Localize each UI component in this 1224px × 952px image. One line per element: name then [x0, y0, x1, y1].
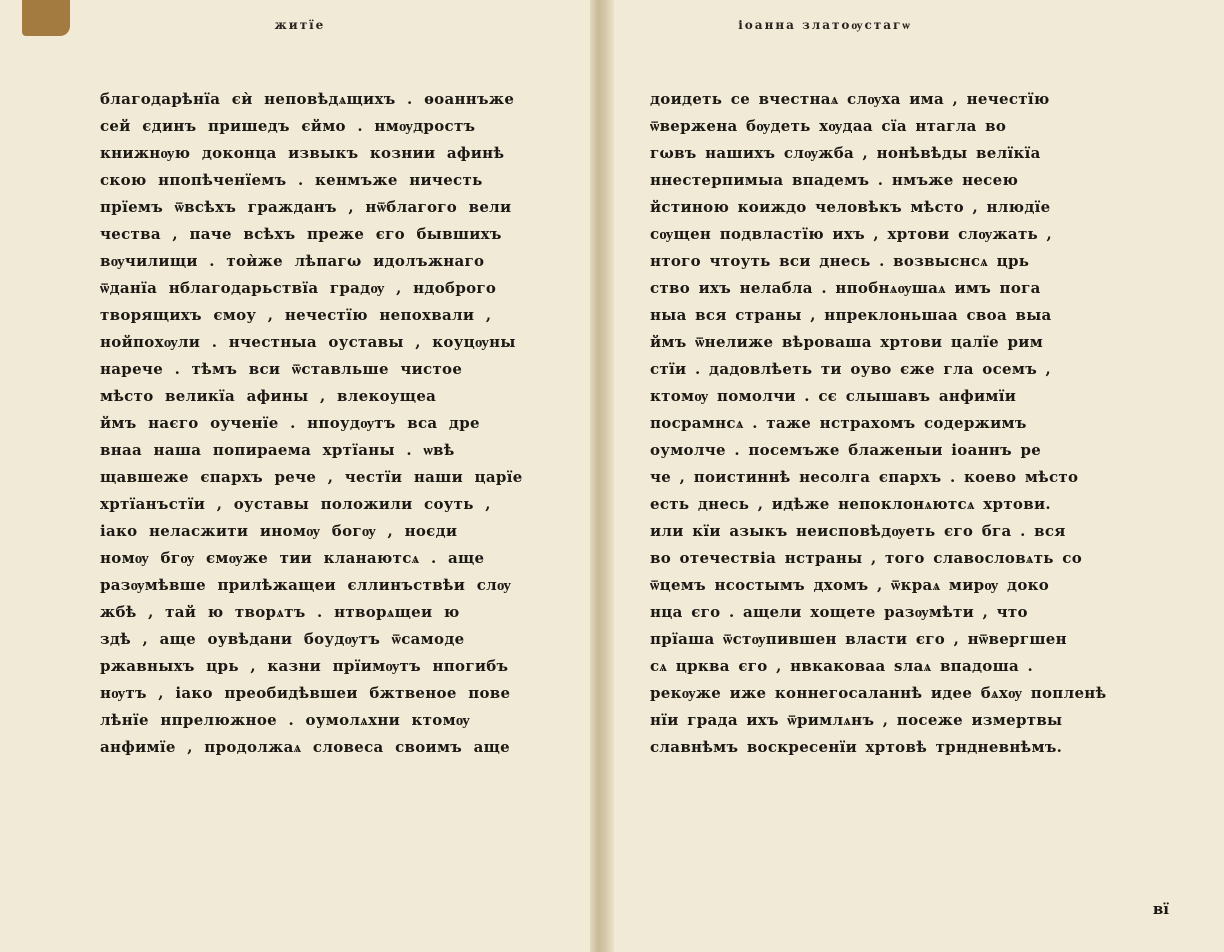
- text-line: или кїи азыкъ неисповѣдѹеть єго бга . вся: [650, 522, 1066, 540]
- text-line: хртїанъстїи , оуставы положили соуть ,: [100, 495, 491, 513]
- text-line: сей єдинъ пришедъ єймо . нмѹдростъ: [100, 117, 476, 135]
- text-line: нїи града ихъ ѿримлѧнъ , посеже измертвы: [650, 711, 1063, 729]
- text-line: оумолче . посемъже блаженыи іоаннъ ре: [650, 441, 1042, 459]
- text-line: ржавныхъ црь , казни прїимѹтъ нпогибъ: [100, 657, 509, 675]
- right-text-block: [650, 86, 1115, 761]
- left-page: [100, 0, 570, 952]
- text-line: есть днесь , идѣже непоклонѧютсѧ хртови.: [650, 495, 1051, 513]
- text-line: славнѣмъ воскресенїи хртовѣ трндневнѣмъ.: [650, 738, 1063, 756]
- text-line: чества , паче всѣхъ преже єго бывшихъ: [100, 225, 502, 243]
- text-line: внаа наша попираема хртїаны . ѡвѣ: [100, 441, 455, 459]
- text-line: прїаша ѿстѹпившен власти єго , нѿвергшен: [650, 630, 1067, 648]
- text-line: че , поистиннѣ несолга єпархъ . коево мѣсто: [650, 468, 1079, 486]
- text-line: нарече . тѣмъ вси ѿставльше чистое: [100, 360, 463, 378]
- text-line: ймъ наєго оученїе . нпоудѹтъ вса дре: [100, 414, 480, 432]
- right-page: [650, 0, 1115, 952]
- text-line: нтого чтоуть вси днесь . возвыснсѧ црь: [650, 252, 1030, 270]
- text-line: прїемъ ѿвсѣхъ гражданъ , нѿблагого вели: [100, 198, 512, 216]
- text-line: ѿцемъ нсостымъ дхомъ , ѿкраѧ мирѹ доко: [650, 576, 1050, 594]
- text-line: ныа вся страны , нпреклоньшаа своа выа: [650, 306, 1052, 324]
- bookmark-tab: [22, 0, 70, 36]
- text-line: стїи . дадовлѣеть ти оуво єже гла осемъ ,: [650, 360, 1052, 378]
- text-line: вѹчилищи . тоѝже лѣпагω идолъжнаго: [100, 252, 485, 270]
- text-line: щавшеже єпархъ рече , честїи наши царїе: [100, 468, 523, 486]
- text-line: творящихъ ємоу , нечестїю непохвали ,: [100, 306, 492, 324]
- text-line: номѹ бгѹ ємѹже тии кланаютсѧ . аще: [100, 549, 485, 567]
- left-text-block: [100, 86, 570, 761]
- text-line: во отечествіа нстраны , того славословѧть со: [650, 549, 1083, 567]
- left-running-head: житїе: [274, 18, 326, 32]
- right-running-head: іоанна златоѹстагѡ: [738, 18, 912, 32]
- text-line: ство ихъ нелабла . нпобнѧѹшаѧ имъ пога: [650, 279, 1041, 297]
- text-line: іако неласжити иномѹ богѹ , ноєди: [100, 522, 458, 540]
- text-line: йстиною коиждо человѣкъ мѣсто , нлюдїе: [650, 198, 1051, 216]
- text-line: благодарѣнїа єѝ неповѣдѧщихъ . ѳоаннъже: [100, 90, 515, 108]
- text-line: нца єго . ащели хощете разѹмѣти , что: [650, 603, 1028, 621]
- text-line: нѹтъ , іако преобидѣвшеи бжтвеное пове: [100, 684, 511, 702]
- text-line: гωвъ нашихъ слѹжба , нонѣвѣды велїкїа: [650, 144, 1041, 162]
- text-line: ннестерпимыа впадемъ . нмъже несею: [650, 171, 1019, 189]
- text-line: книжнѹю доконца извыкъ кознии афинѣ: [100, 144, 505, 162]
- text-line: сѹщен подвластїю ихъ , хртови слѹжать ,: [650, 225, 1053, 243]
- text-line: здѣ , аще оувѣдани боудѹтъ ѿсамоде: [100, 630, 465, 648]
- text-line: скою нпопѣченїемъ . кенмъже ничесть: [100, 171, 483, 189]
- text-line: нойпохѹли . нчестныа оуставы , коуцѹны: [100, 333, 516, 351]
- text-line: рекѹже иже коннегосаланнѣ идее бѧхѹ попленѣ: [650, 684, 1107, 702]
- text-line: доидеть се вчестнаѧ слѹха има , нечестїю: [650, 90, 1050, 108]
- text-line: сѧ црква єго , нвкаковаа ѕлаѧ впадоша .: [650, 657, 1034, 675]
- text-line: разѹмѣвше прилѣжащеи єллинъствѣи слѹ: [100, 576, 512, 594]
- text-line: мѣсто великїа афины , влекоущеа: [100, 387, 437, 405]
- text-line: анфимїе , продолжаѧ словеса своимъ аще: [100, 738, 511, 756]
- text-line: жбѣ , тай ю творѧтъ . нтворѧщеи ю: [100, 603, 460, 621]
- text-line: лѣнїе нпрелюжное . оумолѧхни ктомѹ: [100, 711, 471, 729]
- page-number: вї: [1152, 900, 1169, 918]
- text-line: ѿданїа нблагодарьствїа градѹ , ндоброго: [100, 279, 497, 297]
- book-gutter: [590, 0, 614, 952]
- text-line: ймъ ѿнелиже вѣроваша хртови цалїе рим: [650, 333, 1044, 351]
- text-line: ктомѹ помолчи . сє слышавъ анфимїи: [650, 387, 1017, 405]
- text-line: посрамнсѧ . таже нстрахомъ содержимъ: [650, 414, 1027, 432]
- text-line: ѿвержена бѹдеть хѹдаа сїа нтагла во: [650, 117, 1007, 135]
